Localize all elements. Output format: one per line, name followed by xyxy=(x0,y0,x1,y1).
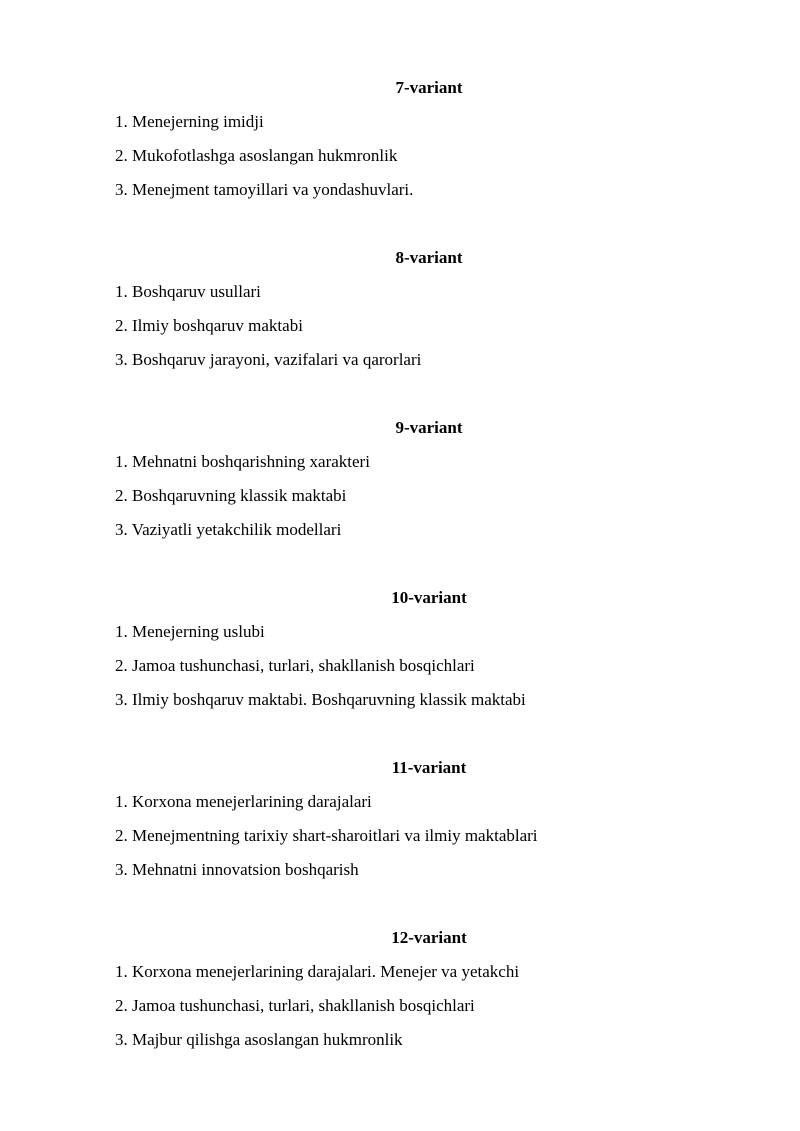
question-item: 3. Vaziyatli yetakchilik modellari xyxy=(115,520,342,539)
variant-heading: 8-variant xyxy=(395,248,463,267)
question-item: 1. Menejerning imidji xyxy=(115,112,264,131)
question-item: 2. Jamoa tushunchasi, turlari, shakllanish bosqichlari xyxy=(115,996,475,1015)
question-item: 3. Boshqaruv jarayoni, vazifalari va qarorlari xyxy=(115,350,422,369)
question-item: 3. Majbur qilishga asoslangan hukmronlik xyxy=(115,1030,403,1049)
question-item: 1. Mehnatni boshqarishning xarakteri xyxy=(115,452,370,471)
variant-heading: 7-variant xyxy=(395,78,463,97)
question-item: 1. Menejerning uslubi xyxy=(115,622,265,641)
question-item: 2. Mukofotlashga asoslangan hukmronlik xyxy=(115,146,398,165)
question-item: 3. Menejment tamoyillari va yondashuvlari. xyxy=(115,180,414,199)
variant-heading: 10-variant xyxy=(391,588,467,607)
question-item: 2. Boshqaruvning klassik maktabi xyxy=(115,486,347,505)
variant-heading: 12-variant xyxy=(391,928,467,947)
question-item: 2. Jamoa tushunchasi, turlari, shakllanish bosqichlari xyxy=(115,656,475,675)
question-item: 2. Menejmentning tarixiy shart-sharoitlari va ilmiy maktablari xyxy=(115,826,538,845)
question-item: 3. Ilmiy boshqaruv maktabi. Boshqaruvning klassik maktabi xyxy=(115,690,526,709)
variant-heading: 11-variant xyxy=(391,758,467,777)
question-item: 1. Korxona menejerlarining darajalari xyxy=(115,792,372,811)
question-item: 3. Mehnatni innovatsion boshqarish xyxy=(115,860,359,879)
question-item: 1. Korxona menejerlarining darajalari. Menejer va yetakchi xyxy=(115,962,520,981)
question-item: 1. Boshqaruv usullari xyxy=(115,282,261,301)
question-item: 2. Ilmiy boshqaruv maktabi xyxy=(115,316,303,335)
variant-heading: 9-variant xyxy=(395,418,463,437)
